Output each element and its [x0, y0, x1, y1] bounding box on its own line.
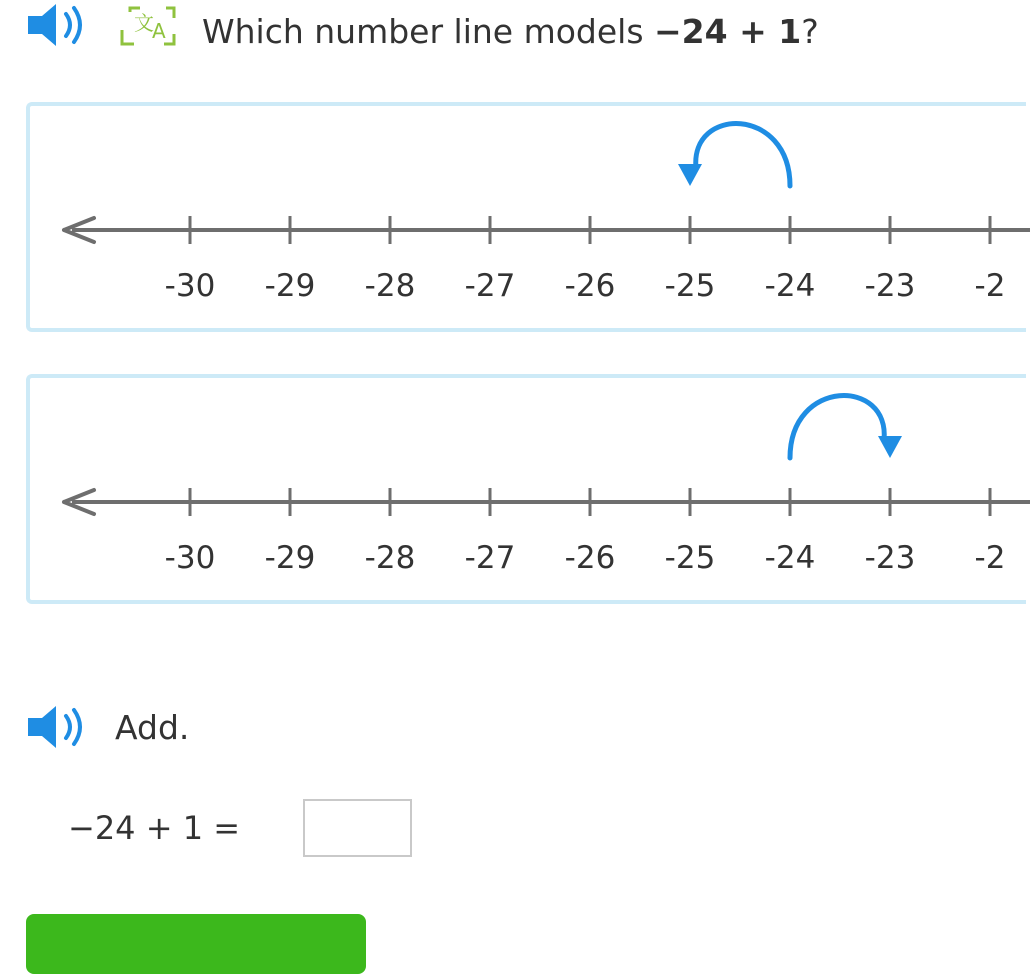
translate-icon[interactable] [116, 0, 180, 50]
speaker-icon-add[interactable] [22, 702, 90, 754]
speaker-icon[interactable] [22, 0, 90, 52]
question-text [202, 10, 819, 54]
tick-label: -26 [564, 540, 616, 576]
tick-label: -26 [564, 268, 616, 304]
question-prefix: Which number line models [202, 12, 655, 51]
tick-label: -28 [364, 268, 416, 304]
tick-label: -27 [464, 268, 516, 304]
svg-text:A: A [152, 19, 166, 43]
tick-label: -23 [864, 268, 916, 304]
tick-label: -28 [364, 540, 416, 576]
tick-label: -29 [264, 540, 316, 576]
number-line-2 [30, 378, 1030, 608]
question-suffix: ? [801, 12, 819, 51]
tick-label: -25 [664, 540, 716, 576]
question-expression: −24 + 1 [654, 12, 802, 51]
tick-label: -25 [664, 268, 716, 304]
jump-arrowhead [678, 164, 702, 186]
jump-arrowhead [878, 436, 902, 458]
equation-text: −24 + 1 = [68, 809, 241, 847]
choice-number-line-2[interactable] [26, 374, 1026, 604]
add-label: Add. [115, 708, 190, 747]
jump-arc [696, 124, 790, 186]
answer-input[interactable] [303, 799, 412, 857]
tick-label: -30 [164, 268, 216, 304]
choice-number-line-1[interactable] [26, 102, 1026, 332]
tick-label: -30 [164, 540, 216, 576]
svg-text:文: 文 [134, 11, 154, 35]
submit-button[interactable] [26, 914, 366, 974]
tick-label: -2 [974, 540, 1006, 576]
tick-label: -27 [464, 540, 516, 576]
tick-label: -24 [764, 268, 816, 304]
tick-label: -23 [864, 540, 916, 576]
number-line-1 [30, 106, 1030, 336]
tick-label: -24 [764, 540, 816, 576]
tick-label: -29 [264, 268, 316, 304]
tick-label: -2 [974, 268, 1006, 304]
jump-arc [790, 396, 884, 458]
